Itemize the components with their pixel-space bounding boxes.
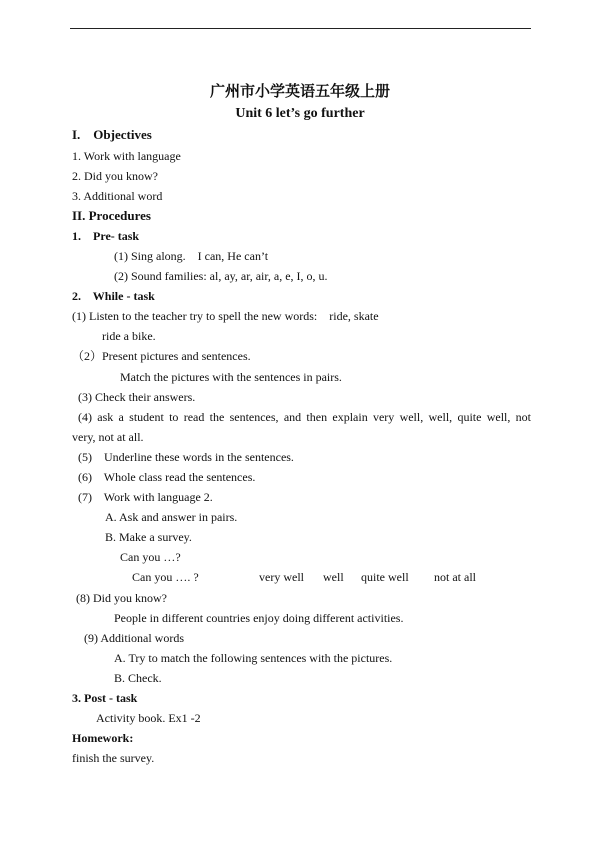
while-task-step: (1) Listen to the teacher try to spell the new words: ride, skate <box>72 309 379 323</box>
pre-task-heading: 1. Pre- task <box>72 229 140 243</box>
while-task-step: （2）Present pictures and sentences. <box>72 349 251 363</box>
document-title-unit: Unit 6 let’s go further <box>235 106 365 121</box>
objectives-heading: I. Objectives <box>72 127 152 142</box>
while-task-step: (9) Additional words <box>84 631 184 645</box>
while-task-substep: A. Ask and answer in pairs. <box>105 510 238 524</box>
pre-task-item: (1) Sing along. I can, He can’t <box>114 249 269 263</box>
while-task-step: (6) Whole class read the sentences. <box>78 470 256 484</box>
objective-item: 1. Work with language <box>72 149 181 163</box>
while-task-step-continuation: People in different countries enjoy doing different activities. <box>114 611 404 625</box>
while-task-step: (4) ask a student to read the sentences, and then explain very well, well, quite well, not <box>78 410 531 424</box>
objective-item: 2. Did you know? <box>72 169 158 183</box>
while-task-step: (7) Work with language 2. <box>78 490 213 504</box>
survey-option: not at all <box>434 570 476 584</box>
homework-heading: Homework: <box>72 731 134 745</box>
survey-option: well <box>323 570 344 584</box>
procedures-heading: II. Procedures <box>72 208 151 223</box>
while-task-step: (3) Check their answers. <box>78 390 196 404</box>
survey-question: Can you …. ? <box>132 570 199 584</box>
post-task-item: Activity book. Ex1 -2 <box>96 711 201 725</box>
while-task-step: (8) Did you know? <box>76 591 167 605</box>
while-task-step: (5) Underline these words in the sentences. <box>78 450 294 464</box>
survey-option: quite well <box>361 570 409 584</box>
survey-option: very well <box>259 570 304 584</box>
objective-item: 3. Additional word <box>72 189 163 203</box>
while-task-step-continuation: Match the pictures with the sentences in pairs. <box>120 370 342 384</box>
while-task-substep: A. Try to match the following sentences with the pictures. <box>114 651 393 665</box>
homework-item: finish the survey. <box>72 751 155 765</box>
while-task-substep: B. Make a survey. <box>105 530 192 544</box>
post-task-heading: 3. Post - task <box>72 691 138 705</box>
while-task-substep: B. Check. <box>114 671 162 685</box>
while-task-step-continuation: ride a bike. <box>102 329 156 343</box>
header-rule <box>70 28 531 29</box>
survey-prompt: Can you …? <box>120 550 181 564</box>
while-task-step-continuation: very, not at all. <box>72 430 144 444</box>
pre-task-item: (2) Sound families: al, ay, ar, air, a, e, I, o, u. <box>114 269 328 283</box>
document-title-chinese: 广州市小学英语五年级上册 <box>209 82 390 100</box>
while-task-heading: 2. While - task <box>72 289 155 303</box>
